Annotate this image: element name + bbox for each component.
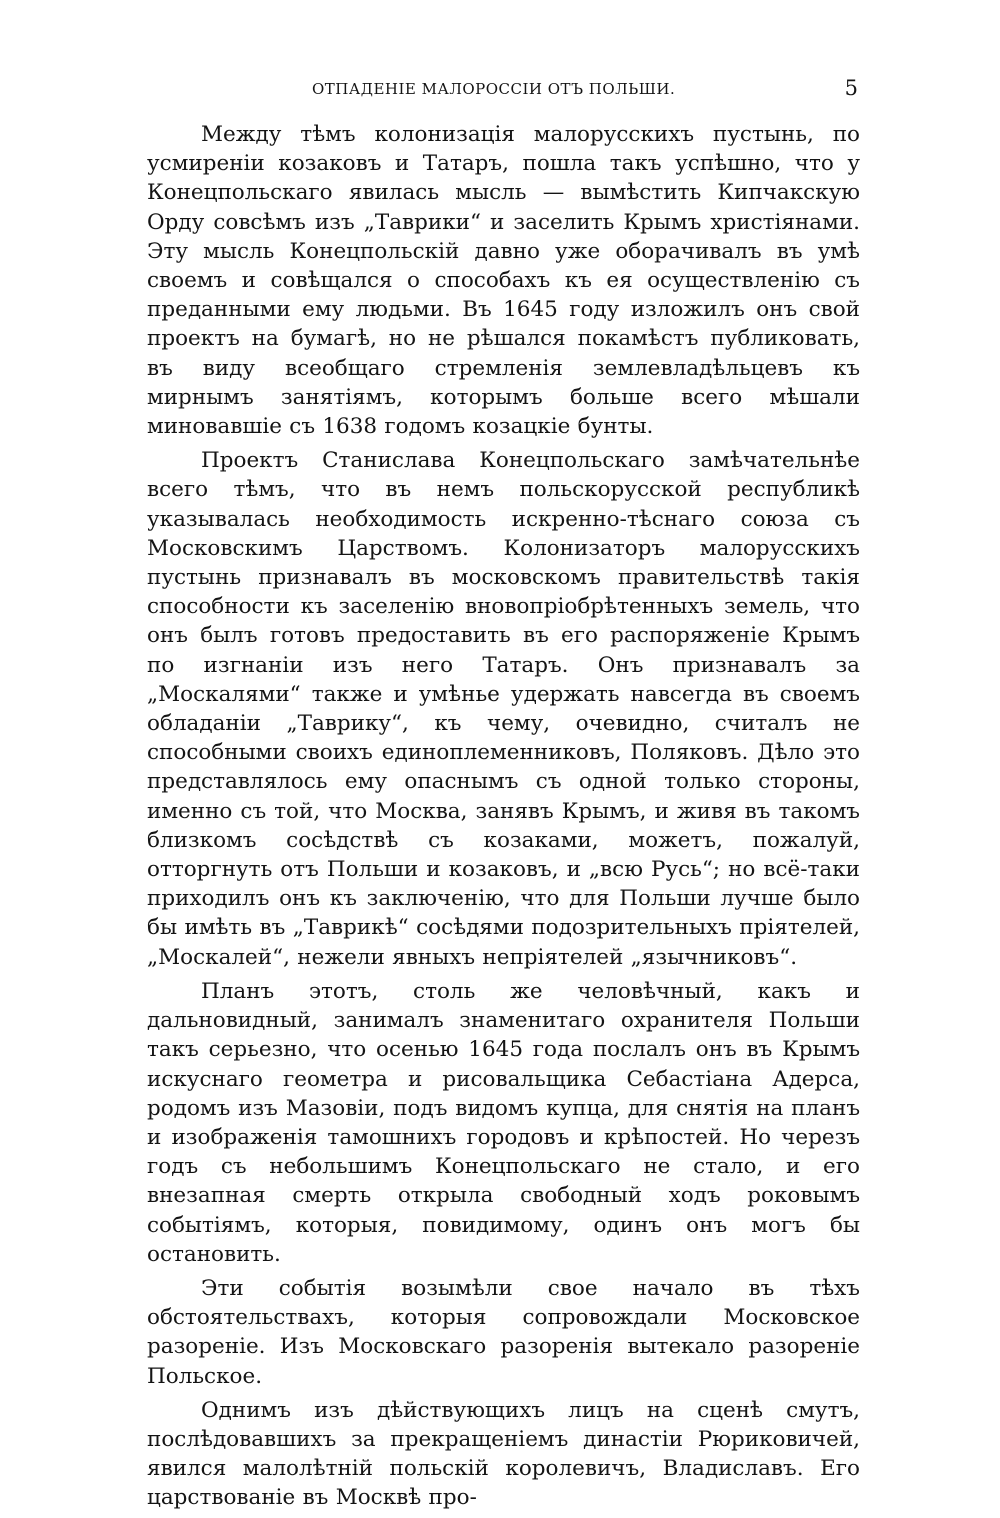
paragraph-4: Эти событія возымѣли свое начало въ тѣхъ обстоятельствахъ, которыя сопровождали Московское разореніе. Изъ Московскаго разоренія вытекало разореніе Польское. [147, 1275, 860, 1389]
paragraph-1: Между тѣмъ колонизація малорусскихъ пустынь, по усмиреніи козаковъ и Татаръ, пошла такъ успѣшно, что у Конецпольскаго явилась мысль — вымѣстить Кипчакскую Орду совсѣмъ изъ „Таврики“ и заселить Крымъ христіянами. Эту мысль Конецпольскій давно уже оборачивалъ въ умѣ своемъ и совѣщался о способахъ къ ея осуществленію съ преданными ему людьми. Въ 1645 году изложилъ онъ свой проектъ на бумагѣ, но не рѣшался покамѣстъ публиковать, въ виду всеобщаго стремленія землевладѣльцевъ къ мирнымъ занятіямъ, которымъ больше всего мѣшали миновавшіе съ 1638 годомъ козацкіе бунты. [147, 122, 860, 440]
page-header [147, 76, 860, 106]
running-title: ОТПАДЕНІЕ МАЛОРОССІИ ОТЪ ПОЛЬШИ. [312, 80, 676, 98]
paragraph-5: Однимъ изъ дѣйствующихъ лицъ на сценѣ смутъ, послѣдовавшихъ за прекращеніемъ династіи Рюриковичей, явился малолѣтній польскій королевичъ, Владиславъ. Его царствованіе въ Москвѣ про- [147, 1397, 860, 1511]
body-text [147, 120, 860, 1513]
page-number: 5 [844, 76, 858, 100]
paragraph-2: Проектъ Станислава Конецпольскаго замѣчательнѣе всего тѣмъ, что въ немъ польскорусской республикѣ указывалась необходимость искренно-тѣснаго союза съ Московскимъ Царствомъ. Колонизаторъ малорусскихъ пустынь признавалъ въ московскомъ правительствѣ такія способности къ заселенію вновопріобрѣтенныхъ земель, что онъ былъ готовъ предоставить въ его распоряженіе Крымъ по изгнаніи изъ него Татаръ. Онъ признавалъ за „Москалями“ также и умѣнье удержать навсегда въ своемъ обладаніи „Таврику“, къ чему, очевидно, считалъ не способными своихъ единоплеменниковъ, Поляковъ. Дѣло это представлялось ему опаснымъ съ одной только стороны, именно съ той, что Москва, занявъ Крымъ, и живя въ такомъ близкомъ сосѣдствѣ съ козаками, можетъ, пожалуй, отторгнуть отъ Польши и козаковъ, и „всю Русь“; но всё-таки приходилъ онъ къ заключенію, что для Польши лучше было бы имѣть въ „Таврикѣ“ сосѣдями подозрительныхъ пріятелей, „Москалей“, нежели явныхъ непріятелей „язычниковъ“. [147, 448, 860, 970]
paragraph-3: Планъ этотъ, столь же человѣчный, какъ и дальновидный, занималъ знаменитаго охранителя Польши такъ серьезно, что осенью 1645 года послалъ онъ въ Крымъ искуснаго геометра и рисовальщика Себастіана Адерса, родомъ изъ Мазовіи, подъ видомъ купца, для снятія на планъ и изображенія тамошнихъ городовъ и крѣпостей. Но черезъ годъ съ небольшимъ Конецпольскаго не стало, и его внезапная смерть открыла свободный ходъ роковымъ событіямъ, которыя, повидимому, одинъ онъ могъ бы остановить. [147, 978, 860, 1267]
book-page [147, 76, 860, 1518]
